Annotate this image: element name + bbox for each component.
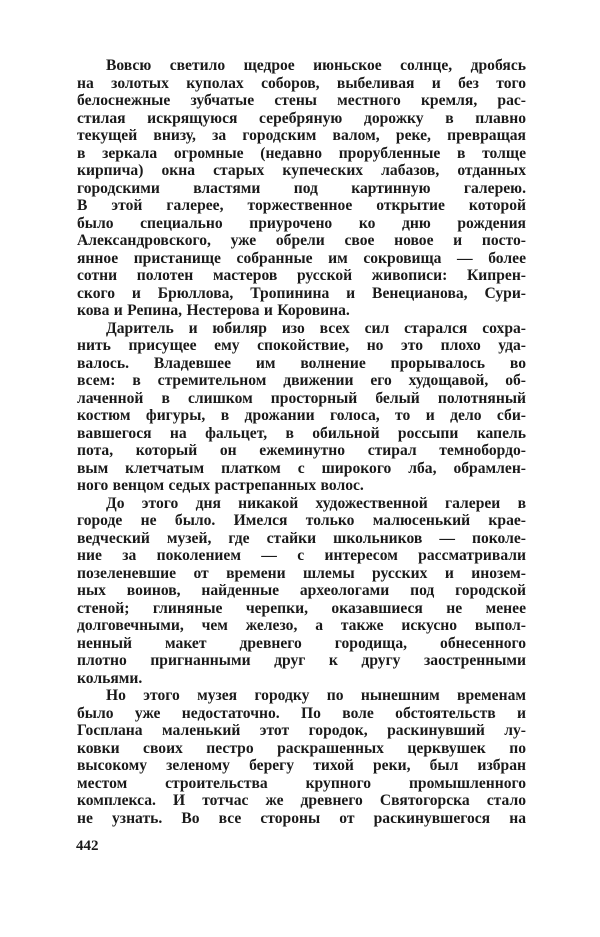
text-line: белоснежные зубчатые стены местного кремля, рас- bbox=[77, 92, 526, 109]
text-line: сотни полотен мастеров русской живописи: Кипрен- bbox=[77, 267, 526, 284]
text-line: в зеркала огромные (недавно прорубленные в толще bbox=[77, 144, 526, 162]
text-line: было уже недостаточно. По воле обстоятельств и bbox=[77, 704, 526, 722]
text-line: янное пристанище собранные им сокровища — более bbox=[77, 249, 526, 267]
text-line: текущей внизу, за городским валом, реке, превращая bbox=[77, 127, 526, 144]
text-line: вавшегося на фальцет, в обильной россыпи капель bbox=[77, 424, 526, 442]
text-line: городе не было. Имелся только малюсенький крае- bbox=[77, 512, 526, 529]
text-line: валось. Владевшее им волнение прорывалось во bbox=[77, 354, 526, 372]
text-line: было специально приурочено ко дню рождения bbox=[77, 214, 526, 232]
text-line: ного венцом седых растрепанных волос. bbox=[77, 477, 364, 494]
text-line: До этого дня никакой художественной галереи в bbox=[106, 494, 526, 512]
text-line: ненный макет древнего городища, обнесенного bbox=[77, 634, 526, 652]
text-line: Но этого музея городку по нынешним временам bbox=[106, 687, 526, 704]
text-line: костюм фигуры, в дрожании голоса, то и дело сби- bbox=[77, 407, 526, 424]
text-line: всем: в стремительном движении его худощавой, об- bbox=[77, 372, 526, 389]
text-line: В этой галерее, торжественное открытие которой bbox=[77, 197, 526, 214]
paragraph bbox=[77, 57, 526, 320]
text-line: пота, который он ежеминутно стирал темнобордо- bbox=[77, 442, 526, 459]
book-page-text bbox=[77, 57, 526, 827]
text-line: местом строительства крупного промышленного bbox=[77, 774, 526, 792]
paragraph bbox=[77, 320, 526, 495]
text-line: лаченной в слишком просторный белый полотняный bbox=[77, 389, 526, 407]
text-line: городскими властями под картинную галерею. bbox=[77, 179, 526, 197]
paragraph bbox=[77, 687, 526, 827]
text-line: комплекса. И тотчас же древнего Святогорска стало bbox=[77, 792, 526, 809]
text-line: на золотых куполах соборов, выбеливая и без того bbox=[77, 74, 526, 92]
text-line: стеной; глиняные черепки, оказавшиеся не менее bbox=[77, 599, 526, 617]
text-line: ковки своих пестро раскрашенных церквушек по bbox=[77, 739, 526, 757]
text-line: долговечными, чем железо, а также искусно выпол- bbox=[77, 617, 526, 634]
text-line: вым клетчатым платком с широкого лба, обрамлен- bbox=[77, 459, 526, 477]
text-line: кова и Репина, Нестерова и Коровина. bbox=[77, 302, 350, 319]
text-line: ведческий музей, где стайки школьников — поколе- bbox=[77, 529, 526, 547]
paragraph bbox=[77, 495, 526, 688]
text-line: кирпича) окна старых купеческих лабазов, отданных bbox=[77, 162, 526, 179]
text-line: ского и Брюллова, Тропинина и Венецианова, Сури- bbox=[77, 284, 526, 302]
page-number: 442 bbox=[76, 838, 99, 854]
text-line: плотно пригнанными друг к другу заостренными bbox=[77, 652, 526, 669]
text-line: нить присущее ему спокойствие, но это плохо уда- bbox=[77, 337, 526, 354]
text-line: Госплана маленький этот городок, раскинувший лу- bbox=[77, 722, 526, 739]
text-line: позеленевшие от времени шлемы русских и инозем- bbox=[77, 564, 526, 582]
text-line: ных воинов, найденные археологами под городской bbox=[77, 582, 526, 599]
text-line: кольями. bbox=[77, 669, 143, 687]
text-line: Вовсю светило щедрое июньское солнце, дробясь bbox=[106, 57, 526, 74]
text-line: стилая искрящуюся серебряную дорожку в плавно bbox=[77, 109, 526, 127]
text-line: высокому зеленому берегу тихой реки, был избран bbox=[77, 757, 526, 774]
text-line: не узнать. Во все стороны от раскинувшегося на bbox=[77, 809, 526, 827]
text-line: Александровского, уже обрели свое новое и посто- bbox=[77, 232, 526, 249]
text-line: ние за поколением — с интересом рассматривали bbox=[77, 547, 526, 564]
text-line: Даритель и юбиляр изо всех сил старался сохра- bbox=[106, 319, 526, 337]
